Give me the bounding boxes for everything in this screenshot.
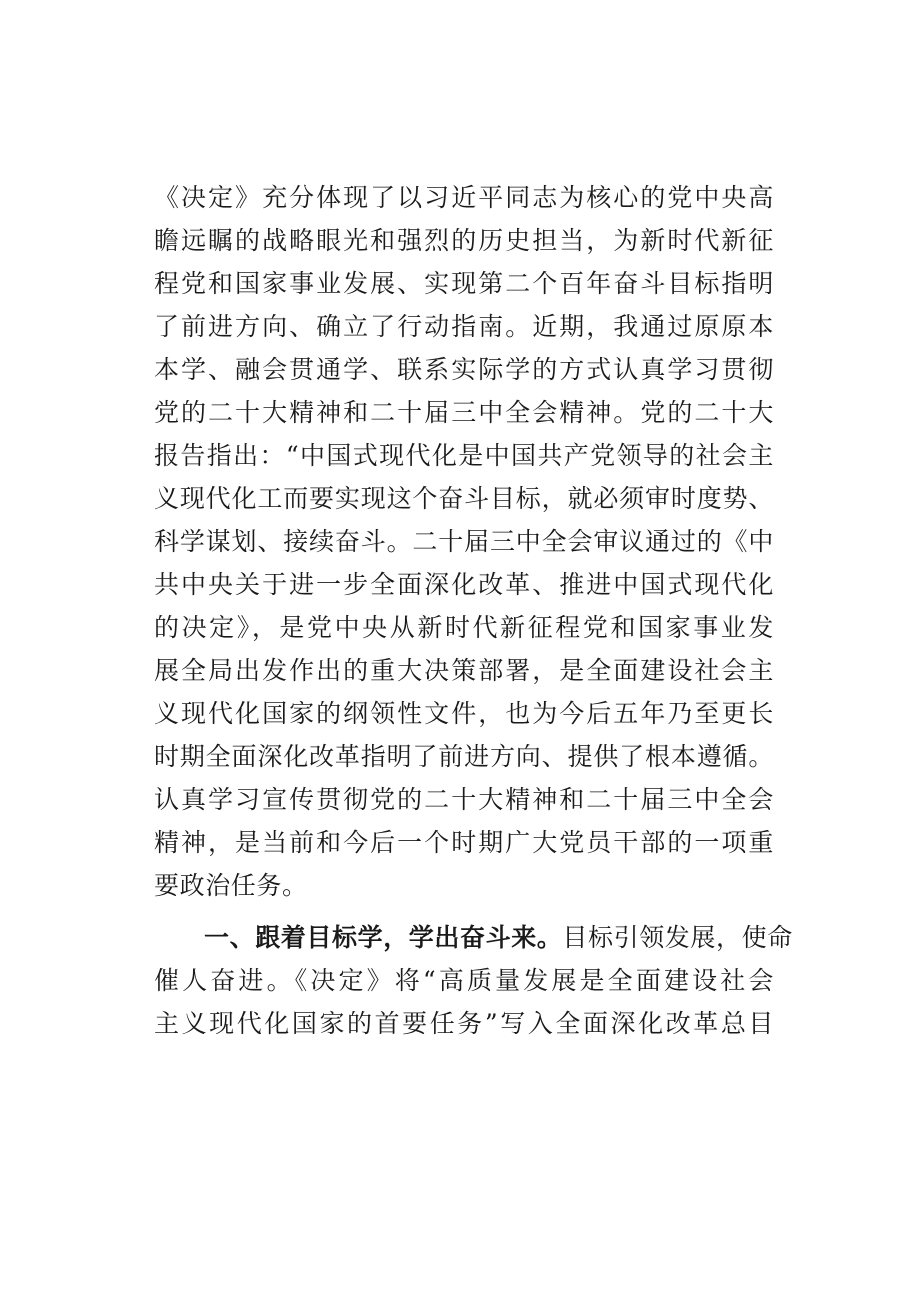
text-line: 催人奋进。《决定》将“高质量发展是全面建设社会: [154, 966, 774, 995]
text-line: 精神，是当前和今后一个时期广大党员干部的一项重: [154, 828, 774, 857]
text-line: 瞻远瞩的战略眼光和强烈的历史担当，为新时代新征: [154, 226, 774, 255]
text-line: 展全局出发作出的重大决策部署，是全面建设社会主: [154, 656, 774, 685]
text-line: 的决定》，是党中央从新时代新征程党和国家事业发: [154, 613, 774, 642]
text-line: 了前进方向、确立了行动指南。近期，我通过原原本: [154, 312, 774, 341]
text-line: 时期全面深化改革指明了前进方向、提供了根本遵循。: [154, 742, 774, 771]
text-line: 程党和国家事业发展、实现第二个百年奋斗目标指明: [154, 269, 774, 298]
text-line: 义现代化工而要实现这个奋斗目标，就必须审时度势、: [154, 484, 774, 513]
text-line: 共中央关于进一步全面深化改革、推进中国式现代化: [154, 570, 774, 599]
text-line: 要政治任务。: [154, 871, 308, 900]
text-line: 认真学习宣传贯彻党的二十大精神和二十届三中全会: [154, 785, 774, 814]
text-line: 本学、融会贯通学、联系实际学的方式认真学习贯彻: [154, 355, 774, 384]
section-heading: 一、跟着目标学，学出奋斗来。: [204, 923, 563, 952]
paragraph-section-one: [154, 916, 793, 1045]
text-line: 《决定》充分体现了以习近平同志为核心的党中央高: [154, 183, 774, 212]
paragraph-intro: [154, 176, 774, 907]
text-line: 义现代化国家的纲领性文件，也为今后五年乃至更长: [154, 699, 774, 728]
section-one-first-line: [154, 916, 793, 959]
text-line: 报告指出：“中国式现代化是中国共产党领导的社会主: [154, 441, 774, 470]
section-one-first-line-text: 目标引领发展，使命: [562, 923, 793, 952]
text-line: 党的二十大精神和二十届三中全会精神。党的二十大: [154, 398, 774, 427]
text-line: 科学谋划、接续奋斗。二十届三中全会审议通过的《中: [154, 527, 774, 556]
text-line: 主义现代化国家的首要任务”写入全面深化改革总目: [154, 1009, 774, 1038]
document-body: [154, 176, 793, 1045]
